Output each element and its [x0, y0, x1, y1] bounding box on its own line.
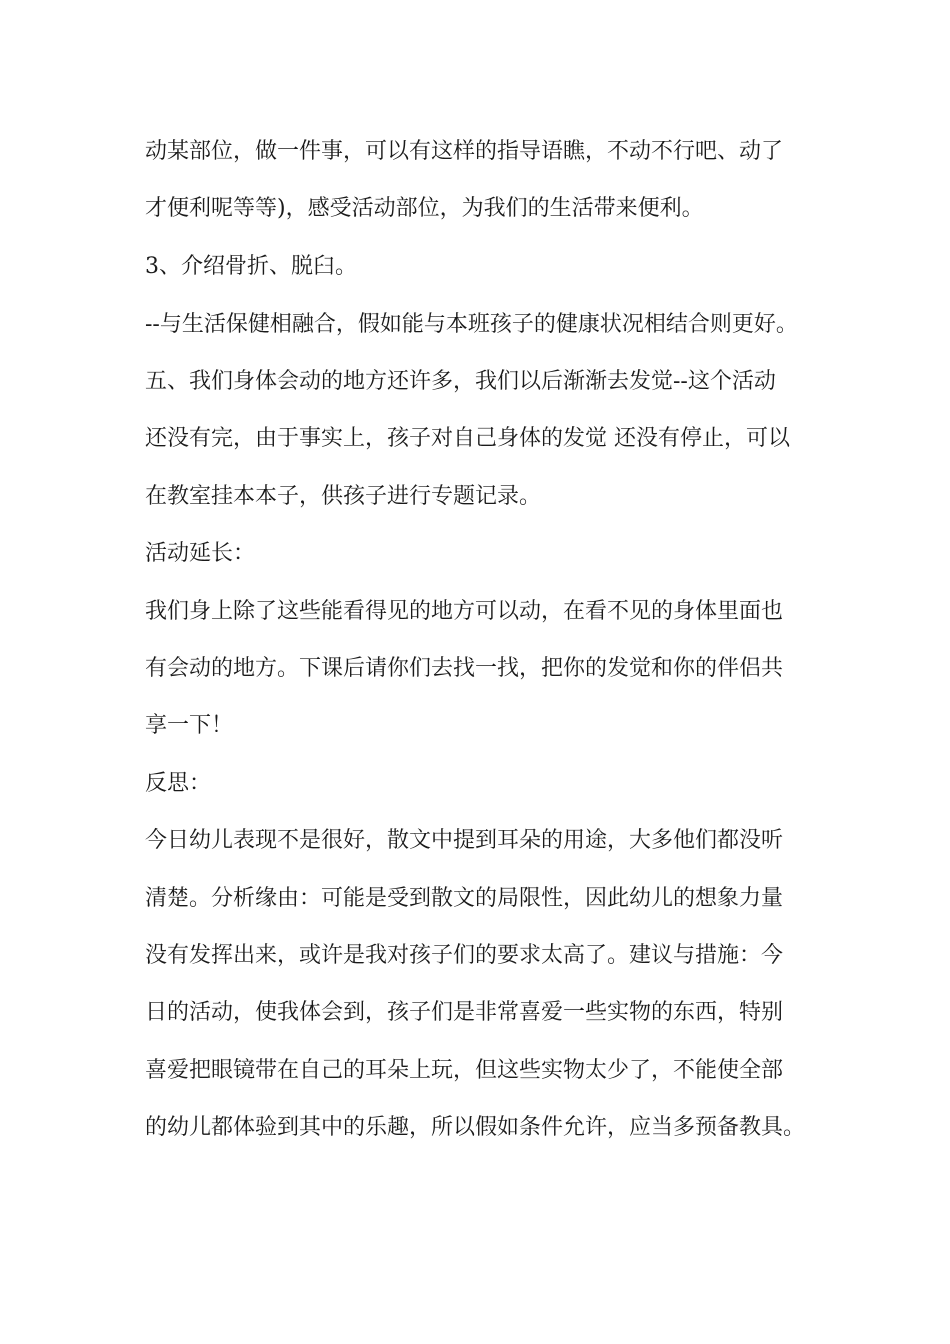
text-line: 在教室挂本本子，供孩子进行专题记录。: [145, 484, 542, 509]
text-line: 没有发挥出来，或许是我对孩子们的要求太高了。建议与措施：今: [145, 943, 784, 968]
text-line: 还没有完，由于事实上，孩子对自己身体的发觉 还没有停止，可以: [145, 426, 790, 451]
text-line: 我们身上除了这些能看得见的地方可以动，在看不见的身体里面也: [145, 599, 784, 624]
text-line: 日的活动，使我体会到，孩子们是非常喜爱一些实物的东西，特别: [145, 1000, 784, 1025]
text-line: 的幼儿都体验到其中的乐趣，所以假如条件允许，应当多预备教具。: [145, 1115, 806, 1140]
text-line: 今日幼儿表现不是很好，散文中提到耳朵的用途，大多他们都没听: [145, 828, 784, 853]
section-heading: 反思：: [145, 771, 212, 796]
text-line: 清楚。分析缘由：可能是受到散文的局限性，因此幼儿的想象力量: [145, 886, 784, 911]
text-line: 才便利呢等等)，感受活动部位，为我们的生活带来便利。: [145, 196, 704, 221]
text-line: 五、我们身体会动的地方还许多，我们以后渐渐去发觉--这个活动: [145, 369, 776, 394]
text-line: --与生活保健相融合，假如能与本班孩子的健康状况相结合则更好。: [145, 312, 798, 337]
text-line: 享一下！: [145, 713, 234, 738]
text-line: 喜爱把眼镜带在自己的耳朵上玩，但这些实物太少了，不能使全部: [145, 1058, 784, 1083]
section-heading: 活动延长：: [145, 541, 256, 566]
text-line: 有会动的地方。下课后请你们去找一找，把你的发觉和你的伴侣共: [145, 656, 784, 681]
text-line: 动某部位，做一件事，可以有这样的指导语瞧，不动不行吧、动了: [145, 139, 784, 164]
text-line: 3、介绍骨折、脱臼。: [145, 254, 357, 279]
